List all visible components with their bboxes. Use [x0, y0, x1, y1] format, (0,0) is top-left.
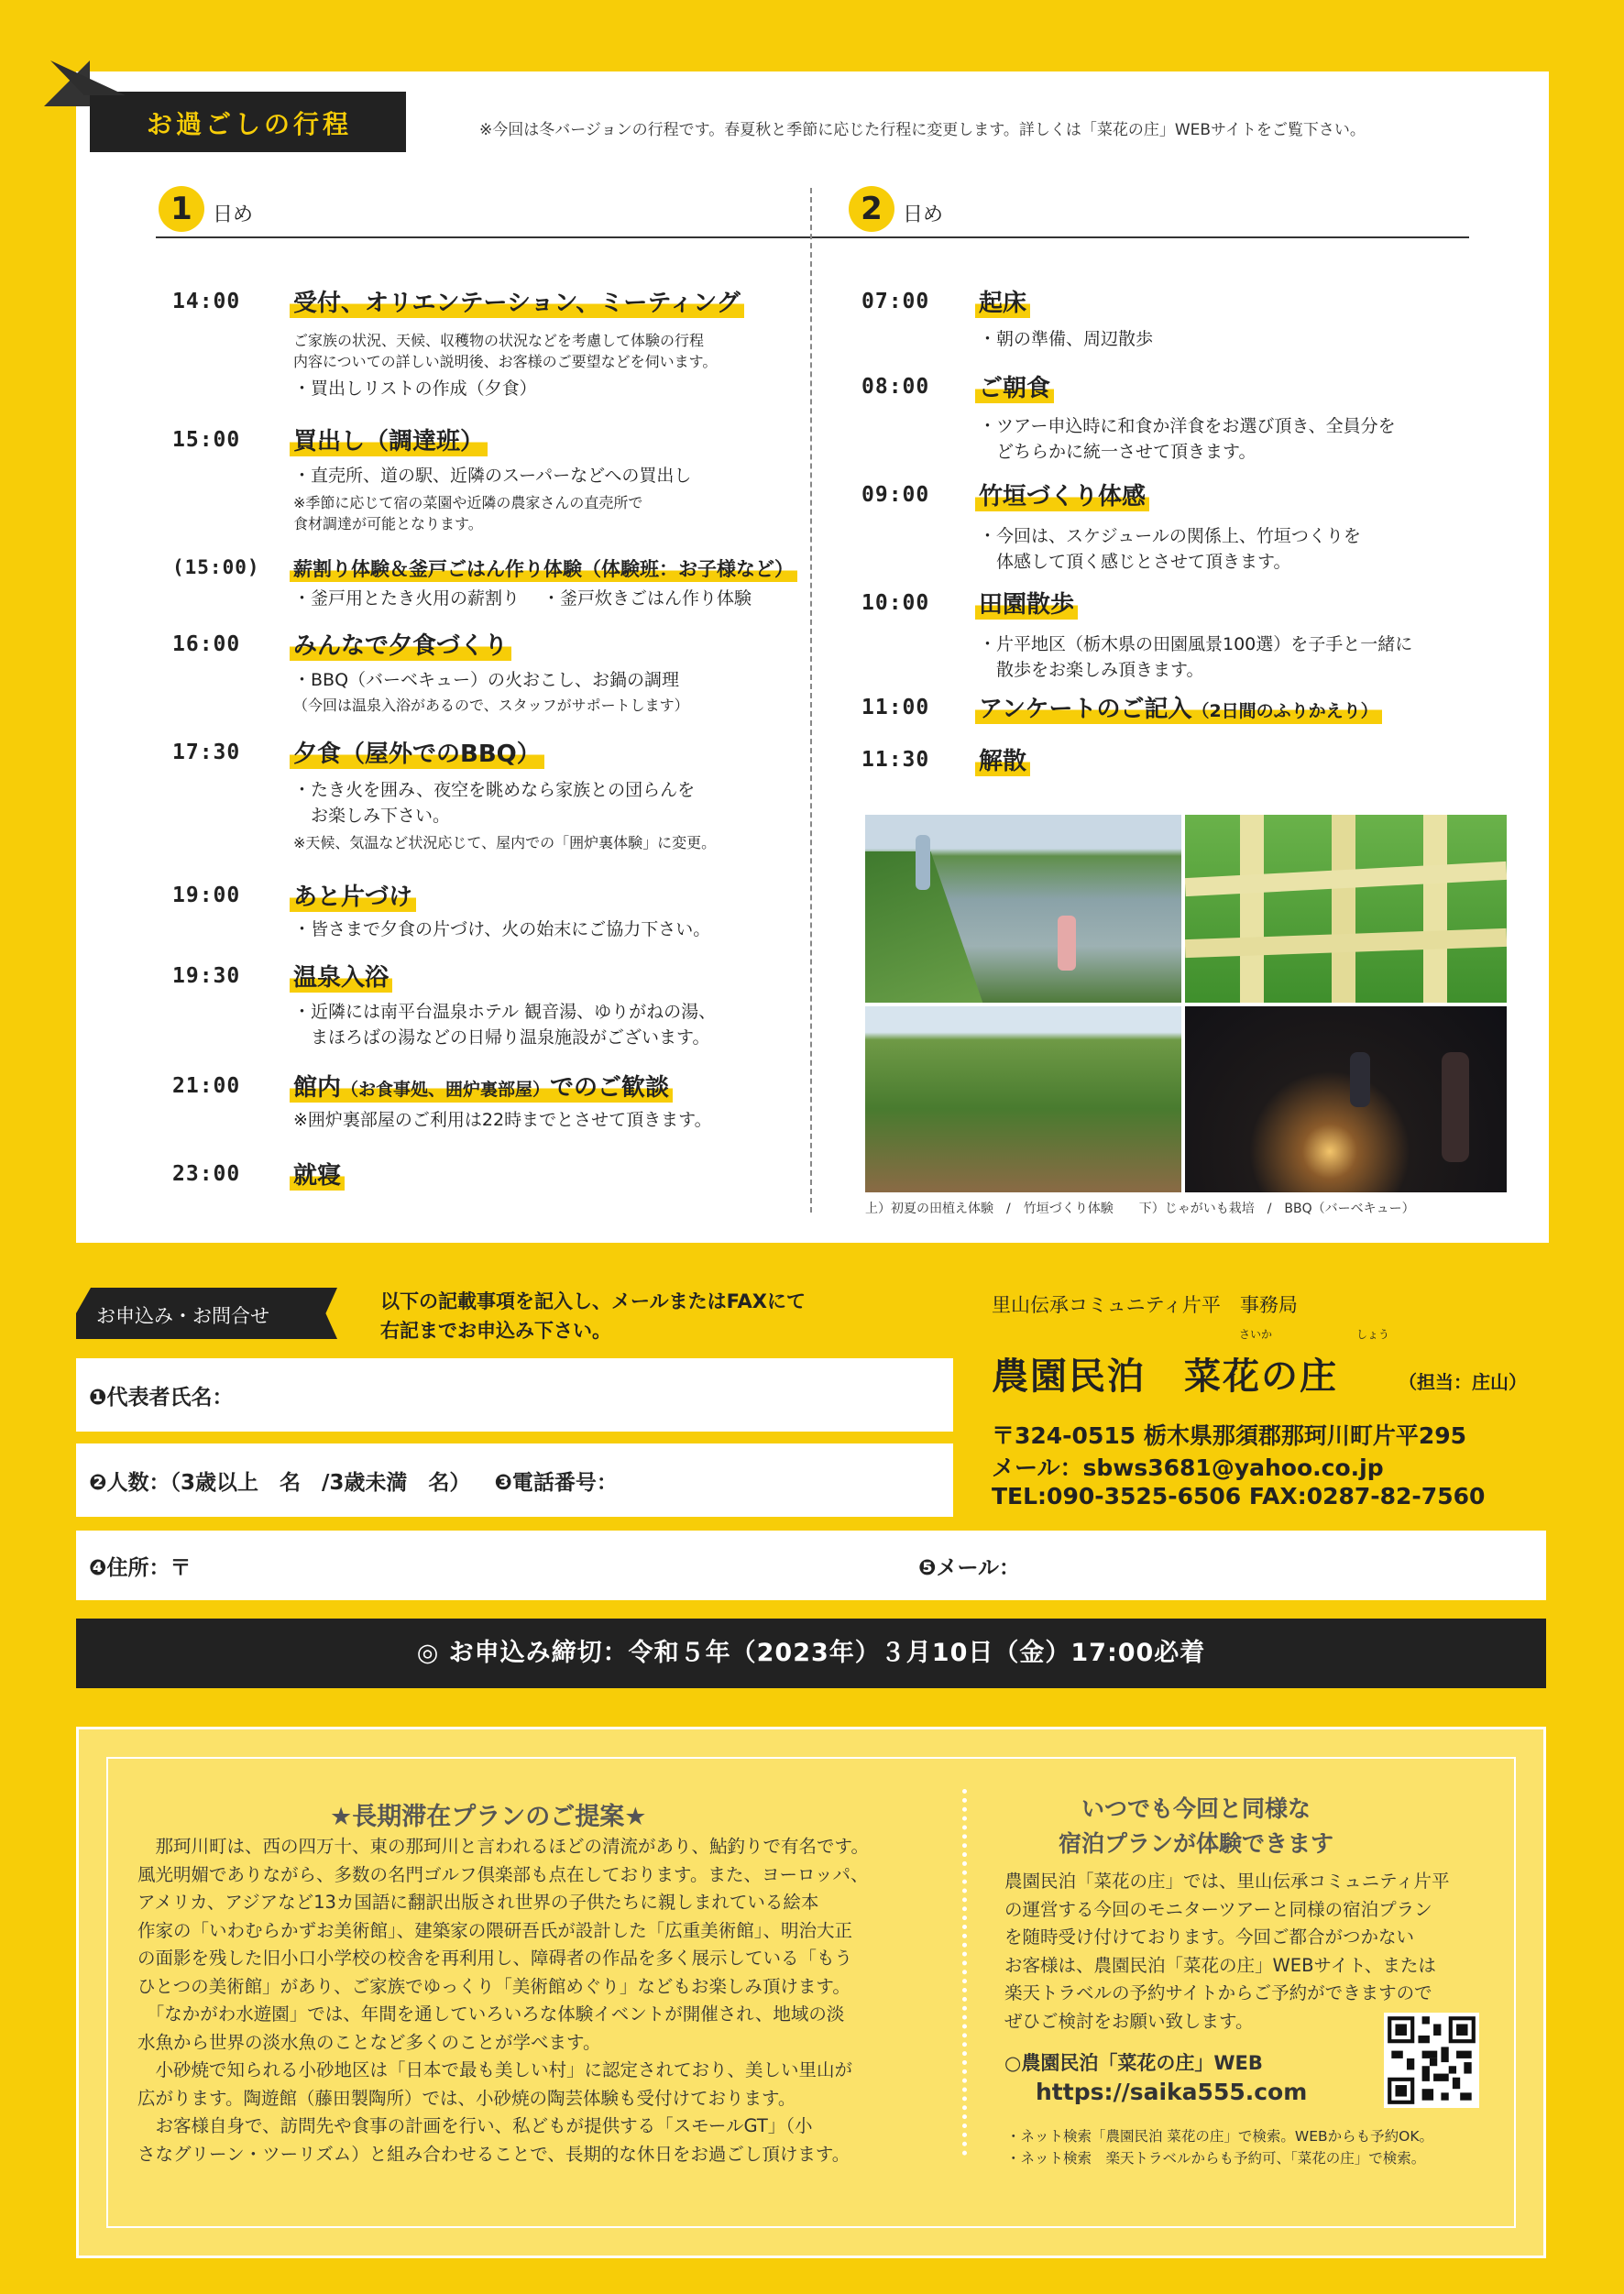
column-dots-divider	[962, 1789, 967, 2156]
day2-number-badge: 2	[849, 186, 894, 232]
schedule-time: 14:00	[172, 290, 241, 313]
schedule-desc: ・直売所、道の駅、近隣のスーパーなどへの買出し	[293, 466, 692, 486]
people-phone-field[interactable]	[76, 1443, 953, 1517]
contact-tel-fax: TEL:090-3525-6506 FAX:0287-82-7560	[992, 1483, 1486, 1509]
schedule-title-tail: でのご歓談	[550, 1074, 670, 1102]
schedule-desc: ・たき火を囲み、夜空を眺めなら家族との団らんを お楽しみ下さい。	[293, 780, 696, 826]
anytime-title: いつでも今回と同様な 宿泊プランが体験できます	[1058, 1795, 1333, 1857]
day1-number-badge: 1	[159, 186, 204, 232]
bamboo-fence-photo	[1185, 815, 1507, 1003]
schedule-title-small: （お食事処、囲炉裏部屋）	[341, 1080, 551, 1100]
potato-field-photo	[865, 1006, 1181, 1192]
schedule-time: 15:00	[172, 428, 241, 452]
schedule-title: 解散	[975, 742, 1030, 776]
bbq-night-photo	[1185, 1006, 1507, 1192]
schedule-desc: ※囲炉裏部屋のご利用は22時までとさせて頂きます。	[293, 1110, 712, 1130]
schedule-note: （今回は温泉入浴があるので、スタッフがサポートします）	[293, 697, 689, 714]
schedule-title: 竹垣づくり体感	[975, 477, 1149, 511]
schedule-time: 07:00	[861, 290, 930, 313]
schedule-title-main: アンケートのご記入	[979, 696, 1192, 723]
representative-name-field[interactable]	[76, 1358, 953, 1432]
ruby-shou: しょう	[1356, 1328, 1390, 1341]
people-count-label: ❷人数：（3歳以上 名 /3歳未満 名）	[89, 1470, 471, 1495]
schedule-title	[975, 690, 1382, 724]
rice-planting-photo	[865, 815, 1181, 1003]
schedule-note: ご家族の状況、天候、収穫物の状況などを考慮して体験の行程 内容についての詳しい説明後、お客様のご要望などを伺います。	[293, 332, 718, 370]
website-url[interactable]: https://saika555.com	[1036, 2079, 1308, 2105]
schedule-desc: ・買出しリストの作成（夕食）	[293, 379, 537, 399]
schedule-title: 起床	[975, 284, 1030, 318]
day2-label: 日め	[903, 203, 944, 226]
schedule-title-small: （2日間のふりかえり）	[1191, 701, 1378, 721]
schedule-time: 19:30	[172, 964, 241, 988]
representative-name-label: ❶代表者氏名：	[89, 1385, 234, 1410]
contact-email[interactable]: メール：sbws3681@yahoo.co.jp	[992, 1454, 1384, 1481]
day-column-divider	[810, 188, 812, 1213]
schedule-desc: ・朝の準備、周辺散歩	[979, 329, 1154, 349]
schedule-desc: ・ツアー申込時に和食か洋食をお選び頂き、全員分を どちらかに統一させて頂きます。	[979, 416, 1396, 462]
schedule-title: 受付、オリエンテーション、ミーティング	[290, 284, 744, 318]
anytime-body: 農園民泊「菜花の庄」では、里山伝承コミュニティ片平 の運営する今回のモニターツアーと同様の宿泊プラン を随時受け付けております。今回ご都合がつかない お客様は、農園民泊「菜花の庄」WEBサイト、または 楽天トラベルの予約サイトからご予約ができますので ぜひご検討をお願い致します。	[1004, 1871, 1450, 2032]
schedule-title: 就寝	[290, 1157, 345, 1191]
schedule-time: 11:30	[861, 748, 930, 772]
schedule-title: 夕食（屋外でのBBQ）	[290, 735, 544, 769]
schedule-time: 17:30	[172, 741, 241, 764]
deadline-banner: ◎ お申込み締切：令和５年（2023年）３月10日（金）17:00必着	[76, 1619, 1546, 1688]
web-label: ○農園民泊「菜花の庄」WEB	[1004, 2052, 1263, 2074]
schedule-time: 16:00	[172, 632, 241, 656]
schedule-desc: ・BBQ（バーベキュー）の火おこし、お鍋の調理	[293, 670, 680, 690]
address-label: ❹住所：〒	[89, 1555, 192, 1580]
schedule-title: ご朝食	[975, 369, 1054, 403]
contact-person: （担当：庄山）	[1399, 1371, 1527, 1393]
application-flag-label: お申込み・お問合せ	[96, 1305, 269, 1327]
photo-caption: 上）初夏の田植え体験 / 竹垣づくり体験 下）じゃがいも栽培 / BBQ（バーベキュー）	[865, 1202, 1415, 1216]
day-header-underline	[156, 236, 1469, 238]
schedule-desc: ・釜戸用とたき火用の薪割り ・釜戸炊きごはん作り体験	[293, 588, 752, 609]
phone-label: ❸電話番号：	[494, 1470, 618, 1495]
schedule-time: 11:00	[861, 696, 930, 719]
schedule-desc: ・今回は、スケジュールの関係上、竹垣つくりを 体感して頂く感じとさせて頂きます。	[979, 526, 1361, 572]
ruby-saika: さいか	[1239, 1328, 1273, 1341]
schedule-title: みんなで夕食づくり	[290, 627, 511, 661]
qr-code[interactable]	[1384, 2013, 1479, 2108]
schedule-title: 買出し（調達班）	[290, 423, 488, 456]
schedule-title-main: 館内	[293, 1074, 342, 1102]
schedule-note: ※季節に応じて宿の菜園や近隣の農家さんの直売所で 食材調達が可能となります。	[293, 494, 643, 532]
schedule-desc: ・皆さまで夕食の片づけ、火の始末にご協力下さい。	[293, 919, 711, 939]
schedule-time: 08:00	[861, 375, 930, 399]
photo-collage	[865, 815, 1507, 1192]
application-instructions: 以下の記載事項を記入し、メールまたはFAXにて 右記までお申込み下さい。	[380, 1290, 806, 1342]
flag-right-chevron	[312, 1288, 337, 1339]
section-title: お過ごしの行程	[147, 109, 353, 139]
schedule-desc: ・片平地区（栃木県の田園風景100選）を子手と一緒に 散歩をお楽しみ頂きます。	[979, 634, 1413, 680]
header-note: ※今回は冬バージョンの行程です。春夏秋と季節に応じた行程に変更します。詳しくは「菜花の庄」WEBサイトをご覧下さい。	[479, 121, 1366, 139]
schedule-desc: ・近隣には南平台温泉ホテル 観音湯、ゆりがねの湯、 まほろばの湯などの日帰り温泉施設がございます。	[293, 1002, 717, 1048]
flag-left-notch	[76, 1288, 91, 1313]
qr-code-graphic	[1384, 2013, 1479, 2108]
contact-org: 里山伝承コミュニティ片平 事務局	[992, 1294, 1298, 1316]
contact-name: 農園民泊 菜花の庄	[992, 1356, 1338, 1398]
day1-label: 日め	[213, 203, 254, 226]
schedule-title	[290, 1069, 673, 1103]
schedule-title: 薪割り体験＆釜戸ごはん作り体験（体験班：お子様など）	[290, 554, 797, 582]
schedule-title: あと片づけ	[290, 878, 416, 912]
schedule-time: 21:00	[172, 1074, 241, 1098]
schedule-time: (15:00)	[172, 556, 260, 578]
search-hint-1: ・ネット検索「農園民泊 菜花の庄」で検索。WEBからも予約OK。	[1006, 2128, 1434, 2145]
search-hint-2: ・ネット検索 楽天トラベルからも予約可、「菜花の庄」で検索。	[1006, 2150, 1426, 2167]
schedule-title: 温泉入浴	[290, 959, 392, 993]
address-email-field[interactable]	[76, 1531, 1546, 1600]
schedule-time: 23:00	[172, 1162, 241, 1186]
contact-address: 〒324-0515 栃木県那須郡那珂川町片平295	[992, 1422, 1467, 1449]
schedule-note: ※天候、気温など状況応じて、屋内での「囲炉裏体験」に変更。	[293, 834, 717, 851]
long-stay-body: 那珂川町は、西の四万十、東の那珂川と言われるほどの清流があり、鮎釣りで有名です。 風光明媚でありながら、多数の名門ゴルフ倶楽部も点在しております。また、ヨーロッパ、 アメリカ、アジアなど13カ国語に翻訳出版され世界の子供たちに親しまれている絵本 作家の「いわむらかずお美術館」、建築家の隈研吾氏が設計した「広重美術館」、明治大正 の面影を残した旧小口小学校の校舎を再利用し、障碍者の作品を多く展示している「もう ひとつの美術館」があり、ご家族でゆっくり「美術館めぐり」などもお楽しみ頂けます。 「なかがわ水遊園」では、年間を通していろいろな体験イベントが開催され、地域の淡 水魚から世界の淡水魚のことなど多くのことが学べます。 小砂焼で知られる小砂地区は「日本で最も美しい村」に認定されており、美しい里山が 広がります。陶遊館（藤田製陶所）では、小砂焼の陶芸体験も受付けております。 お客様自身で、訪問先や食事の計画を行い、私どもが提供する「スモールGT」（小 さなグリーン・ツーリズム）と組み合わせることで、長期的な休日をお過ごし頂けます。	[137, 1836, 869, 2165]
schedule-time: 09:00	[861, 483, 930, 507]
schedule-time: 10:00	[861, 591, 930, 615]
long-stay-title: ★長期滞在プランのご提案★	[330, 1803, 647, 1831]
schedule-time: 19:00	[172, 884, 241, 907]
email-label: ❺メール：	[918, 1555, 1021, 1580]
schedule-title: 田園散歩	[975, 586, 1078, 620]
